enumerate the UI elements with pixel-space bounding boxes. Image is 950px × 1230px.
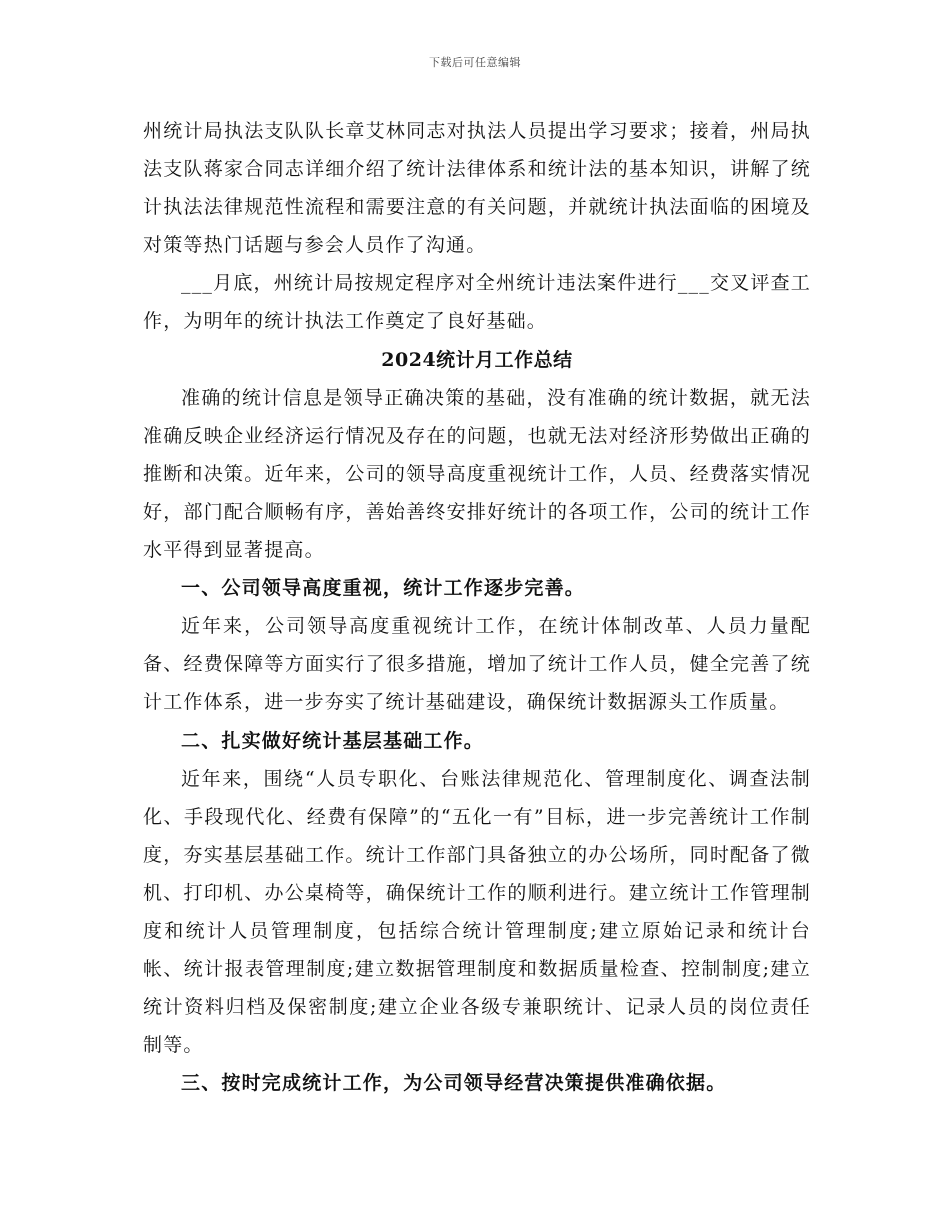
section-heading-1: 一、公司领导高度重视，统计工作逐步完善。 <box>181 577 586 600</box>
page-header: 下载后可任意编辑 <box>429 56 521 69</box>
paragraph-3: 准确的统计信息是领导正确决策的基础，没有准确的统计数据，就无法准确反映企业经济运行情况及存在的问题，也就无法对经济形势做出正确的推断和决策。近年来，公司的领导高度重视统计工作，人员、经费落实情况好，部门配合顺畅有序，善始善终安排好统计的各项工作，公司的统计工作水平得到显著提高。 <box>143 386 811 562</box>
paragraph-4: 近年来，公司领导高度重视统计工作，在统计体制改革、人员力量配备、经费保障等方面实行了很多措施，增加了统计工作人员，健全完善了统计工作体系，进一步夯实了统计基础建设，确保统计数据源头工作质量。 <box>143 615 811 714</box>
section-heading-3: 三、按时完成统计工作，为公司领导经营决策提供准确依据。 <box>181 1072 727 1095</box>
document-body <box>143 112 811 1102</box>
paragraph-1: 州统计局执法支队队长章艾林同志对执法人员提出学习要求；接着，州局执法支队蒋家合同志详细介绍了统计法律体系和统计法的基本知识，讲解了统计执法法律规范性流程和需要注意的有关问题，并就统计执法面临的困境及对策等热门话题与参会人员作了沟通。 <box>143 120 811 257</box>
document-title: 2024统计月工作总结 <box>381 348 573 371</box>
section-heading-2: 二、扎实做好统计基层基础工作。 <box>181 729 485 752</box>
paragraph-5: 近年来，围绕“人员专职化、台账法律规范化、管理制度化、调查法制化、手段现代化、经费有保障”的“五化一有”目标，进一步完善统计工作制度，夯实基层基础工作。统计工作部门具备独立的办公场所，同时配备了微机、打印机、办公桌椅等，确保统计工作的顺利进行。建立统计工作管理制度和统计人员管理制度，包括综合统计管理制度;建立原始记录和统计台帐、统计报表管理制度;建立数据管理制度和数据质量检查、控制制度;建立统计资料归档及保密制度;建立企业各级专兼职统计、记录人员的岗位责任制等。 <box>143 767 811 1057</box>
paragraph-2: ___月底，州统计局按规定程序对全州统计违法案件进行___交叉评查工作，为明年的统计执法工作奠定了良好基础。 <box>143 272 811 333</box>
